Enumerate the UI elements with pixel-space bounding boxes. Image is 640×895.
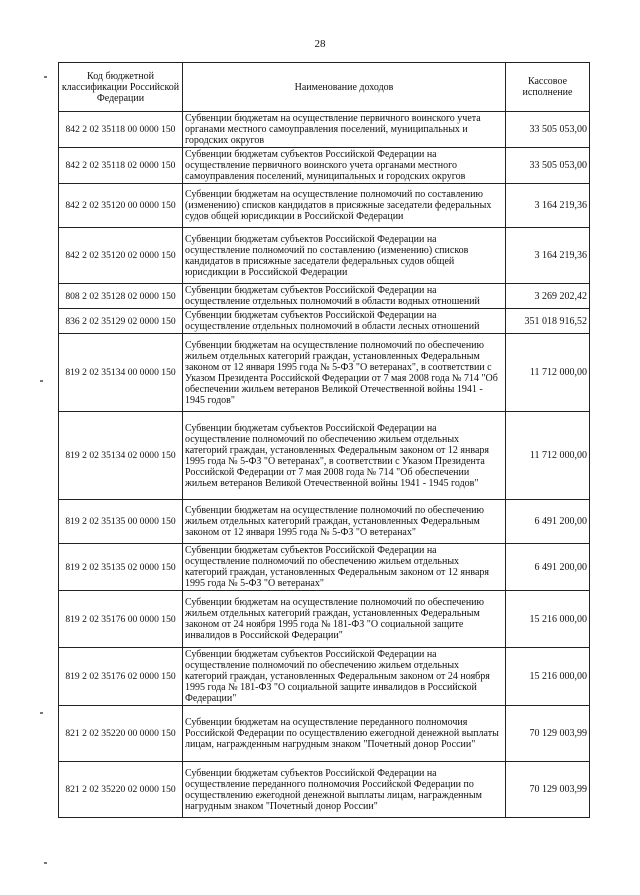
cell-code: 819 2 02 35135 02 0000 150 bbox=[59, 544, 183, 591]
page-number: 28 bbox=[314, 38, 326, 50]
cell-amount: 33 505 053,00 bbox=[506, 148, 590, 184]
cell-code: 819 2 02 35135 00 0000 150 bbox=[59, 500, 183, 544]
revenue-table bbox=[58, 62, 590, 818]
cell-amount: 3 164 219,36 bbox=[506, 184, 590, 228]
header-name: Наименование доходов bbox=[183, 63, 506, 112]
cell-amount: 351 018 916,52 bbox=[506, 309, 590, 334]
scan-mark bbox=[40, 380, 43, 382]
cell-amount: 6 491 200,00 bbox=[506, 544, 590, 591]
cell-amount: 70 129 003,99 bbox=[506, 706, 590, 762]
cell-code: 842 2 02 35118 02 0000 150 bbox=[59, 148, 183, 184]
cell-name: Субвенции бюджетам на осуществление полномочий по обеспечению жильем отдельных категорий граждан, установленных Федеральным законом от 12 января 1995 года № 5-ФЗ "О ветеранах" bbox=[183, 500, 506, 544]
cell-name: Субвенции бюджетам на осуществление полномочий по составлению (изменению) списков кандидатов в присяжные заседатели федеральных судов общей юрисдикции в Российской Федерации bbox=[183, 184, 506, 228]
cell-code: 821 2 02 35220 00 0000 150 bbox=[59, 706, 183, 762]
table-header-row bbox=[59, 63, 590, 112]
cell-name: Субвенции бюджетам субъектов Российской Федерации на осуществление полномочий по обеспечению жильем отдельных категорий граждан, установленных Федеральным законом от 12 января 1995 года № 5-ФЗ "О ветеранах" bbox=[183, 544, 506, 591]
table-row bbox=[59, 112, 590, 148]
scan-mark bbox=[44, 862, 47, 864]
table-row bbox=[59, 500, 590, 544]
cell-amount: 11 712 000,00 bbox=[506, 334, 590, 412]
cell-amount: 6 491 200,00 bbox=[506, 500, 590, 544]
table-row bbox=[59, 309, 590, 334]
cell-name: Субвенции бюджетам субъектов Российской Федерации на осуществление переданного полномочия Российской Федерации по осуществлению ежегодной денежной выплаты лицам, награжденным нагрудным знаком "Почетный донор России" bbox=[183, 762, 506, 818]
cell-amount: 11 712 000,00 bbox=[506, 412, 590, 500]
table-row bbox=[59, 148, 590, 184]
cell-code: 808 2 02 35128 02 0000 150 bbox=[59, 284, 183, 309]
cell-amount: 3 164 219,36 bbox=[506, 228, 590, 284]
cell-amount: 3 269 202,42 bbox=[506, 284, 590, 309]
header-code: Код бюджетной классификации Российской Федерации bbox=[59, 63, 183, 112]
cell-amount: 15 216 000,00 bbox=[506, 591, 590, 648]
table-row bbox=[59, 648, 590, 706]
cell-amount: 33 505 053,00 bbox=[506, 112, 590, 148]
cell-name: Субвенции бюджетам субъектов Российской Федерации на осуществление полномочий по обеспечению жильем отдельных категорий граждан, установленных Федеральным законом от 24 ноября 1995 года № 181-ФЗ "О социальной защите инвалидов в Российской Федерации" bbox=[183, 648, 506, 706]
header-amount: Кассовое исполнение bbox=[506, 63, 590, 112]
cell-code: 819 2 02 35134 02 0000 150 bbox=[59, 412, 183, 500]
scan-mark bbox=[44, 76, 47, 78]
table-row bbox=[59, 228, 590, 284]
cell-name: Субвенции бюджетам на осуществление полномочий по обеспечению жильем отдельных категорий граждан, установленных Федеральным законом от 12 января 1995 года № 5-ФЗ "О ветеранах", в соответствии с Указом Президента Российской Федерации от 7 мая 2008 года № 714 "Об обеспечении жильем ветеранов Великой Отечественной войны 1941 - 1945 годов" bbox=[183, 334, 506, 412]
cell-amount: 70 129 003,99 bbox=[506, 762, 590, 818]
cell-code: 842 2 02 35120 00 0000 150 bbox=[59, 184, 183, 228]
cell-name: Субвенции бюджетам субъектов Российской Федерации на осуществление отдельных полномочий в области водных отношений bbox=[183, 284, 506, 309]
cell-name: Субвенции бюджетам субъектов Российской Федерации на осуществление отдельных полномочий в области лесных отношений bbox=[183, 309, 506, 334]
cell-name: Субвенции бюджетам на осуществление первичного воинского учета органами местного самоуправления поселений, муниципальных и городских округов bbox=[183, 112, 506, 148]
table-row bbox=[59, 184, 590, 228]
cell-code: 821 2 02 35220 02 0000 150 bbox=[59, 762, 183, 818]
cell-code: 819 2 02 35176 02 0000 150 bbox=[59, 648, 183, 706]
cell-code: 842 2 02 35118 00 0000 150 bbox=[59, 112, 183, 148]
table-row bbox=[59, 591, 590, 648]
cell-code: 842 2 02 35120 02 0000 150 bbox=[59, 228, 183, 284]
table-body bbox=[59, 112, 590, 818]
table-row bbox=[59, 412, 590, 500]
cell-name: Субвенции бюджетам субъектов Российской Федерации на осуществление полномочий по составлению (изменению) списков кандидатов в присяжные заседатели федеральных судов общей юрисдикции в Российской Федерации bbox=[183, 228, 506, 284]
table-row bbox=[59, 334, 590, 412]
table-row bbox=[59, 762, 590, 818]
cell-code: 836 2 02 35129 02 0000 150 bbox=[59, 309, 183, 334]
cell-code: 819 2 02 35134 00 0000 150 bbox=[59, 334, 183, 412]
cell-amount: 15 216 000,00 bbox=[506, 648, 590, 706]
scan-mark bbox=[40, 712, 43, 714]
table-row bbox=[59, 544, 590, 591]
cell-name: Субвенции бюджетам на осуществление полномочий по обеспечению жильем отдельных категорий граждан, установленных Федеральным законом от 24 ноября 1995 года № 181-ФЗ "О социальной защите инвалидов в Российской Федерации" bbox=[183, 591, 506, 648]
cell-name: Субвенции бюджетам субъектов Российской Федерации на осуществление первичного воинского учета органами местного самоуправления поселений, муниципальных и городских округов bbox=[183, 148, 506, 184]
table-row bbox=[59, 284, 590, 309]
table-row bbox=[59, 706, 590, 762]
cell-name: Субвенции бюджетам субъектов Российской Федерации на осуществление полномочий по обеспечению жильем отдельных категорий граждан, установленных Федеральным законом от 12 января 1995 года № 5-ФЗ "О ветеранах", в соответствии с Указом Президента Российской Федерации от 7 мая 2008 года № 714 "Об обеспечении жильем ветеранов Великой Отечественной войны 1941 - 1945 годов" bbox=[183, 412, 506, 500]
cell-code: 819 2 02 35176 00 0000 150 bbox=[59, 591, 183, 648]
cell-name: Субвенции бюджетам на осуществление переданного полномочия Российской Федерации по осуществлению ежегодной денежной выплаты лицам, награжденным нагрудным знаком "Почетный донор России" bbox=[183, 706, 506, 762]
